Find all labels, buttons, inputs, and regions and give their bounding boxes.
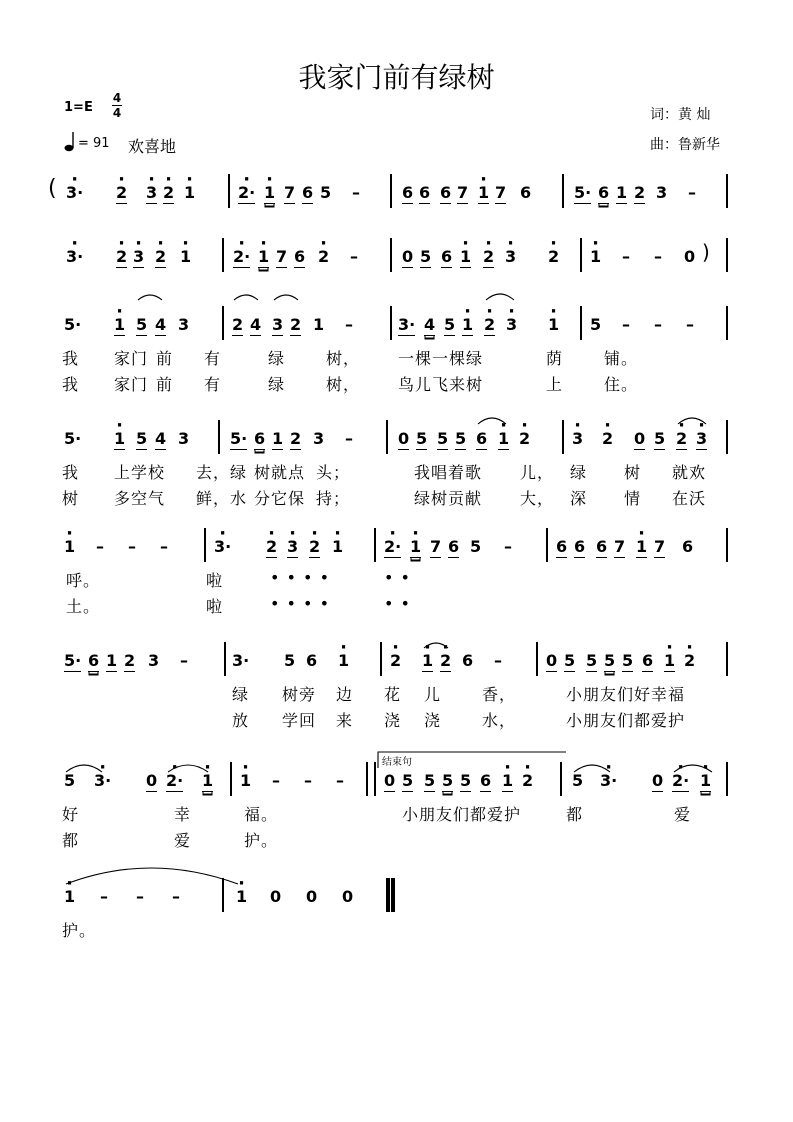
note: 6 xyxy=(448,537,460,556)
lyric: 多空气 xyxy=(114,489,166,508)
lyric: 树旁 xyxy=(282,685,317,704)
note-dash: – xyxy=(352,183,360,202)
note: 0 xyxy=(306,887,318,906)
note: · 2· xyxy=(166,772,183,792)
note-dash: – xyxy=(622,315,630,334)
note: · 1 xyxy=(422,652,433,672)
note: 6 xyxy=(574,537,586,556)
note: 5 xyxy=(437,429,449,448)
slur xyxy=(674,765,712,772)
note: · 3· xyxy=(214,538,231,556)
note: 4 xyxy=(155,429,167,448)
lyric: 好 xyxy=(62,805,80,824)
lyric: 鲜，水 xyxy=(196,489,248,508)
note: 5 xyxy=(416,429,428,448)
note: 4 xyxy=(424,315,436,334)
note-dash: – xyxy=(96,537,104,556)
note: 5 xyxy=(64,771,76,790)
note: 6 xyxy=(642,651,654,670)
note: 6 xyxy=(294,247,306,266)
note-dash: – xyxy=(304,771,312,790)
lyric: 护。 xyxy=(62,921,97,940)
lyric: 浇 xyxy=(384,711,402,730)
note: 5 xyxy=(460,771,472,790)
note: 1 xyxy=(272,429,284,448)
note: 3 xyxy=(272,315,284,334)
note: · 1 xyxy=(264,184,275,204)
lyric: 啦 xyxy=(206,571,224,590)
lyric: 就欢 xyxy=(672,463,707,482)
note: · 1 xyxy=(202,772,213,792)
note: 0 xyxy=(146,771,158,790)
note-dash: – xyxy=(100,887,108,906)
lyric: • • • • xyxy=(270,568,331,587)
note: · 1 xyxy=(180,248,191,266)
lyric: 小朋友们都爱护 xyxy=(402,805,522,824)
lyric: 家门 xyxy=(114,375,149,394)
note-dash: – xyxy=(128,537,136,556)
note: 2 xyxy=(290,315,302,334)
note: · 3· xyxy=(66,184,83,202)
note: 3 xyxy=(178,315,190,334)
lyric: 树就点 xyxy=(254,463,306,482)
note: 6 xyxy=(520,183,532,202)
note-dash: – xyxy=(160,537,168,556)
lyric: 上 xyxy=(546,375,564,394)
note: · 1 xyxy=(502,772,513,792)
lyric: 绿 xyxy=(268,375,286,394)
lyric: 我 xyxy=(62,349,80,368)
note: 5 xyxy=(284,651,296,670)
note: · 3· xyxy=(600,772,617,790)
lyric: 有 xyxy=(204,375,222,394)
note: 5· xyxy=(574,183,592,202)
note: 1 xyxy=(313,315,325,334)
lyric: • • xyxy=(384,594,411,613)
note: · 2 xyxy=(318,248,329,266)
note: 5· xyxy=(64,429,82,448)
note: 0 xyxy=(546,651,558,670)
note: · 1 xyxy=(636,538,647,558)
note: 0 xyxy=(384,771,396,790)
slur xyxy=(138,295,162,300)
slur xyxy=(486,294,514,300)
note: · 1 xyxy=(64,888,75,906)
note: 6 xyxy=(556,537,568,556)
lyric: 上学校 xyxy=(114,463,166,482)
lyric: 边 xyxy=(336,685,354,704)
slur xyxy=(66,765,102,772)
note: 5 xyxy=(320,183,332,202)
note-dash: – xyxy=(136,887,144,906)
lyric: 绿 xyxy=(268,349,286,368)
time-signature-top: 4 xyxy=(112,91,122,105)
note: 5 xyxy=(424,771,436,790)
note: · 1 xyxy=(590,248,601,266)
note: · 3 xyxy=(133,248,144,268)
note: 3 xyxy=(656,183,668,202)
note-dash: – xyxy=(180,651,188,670)
note: 0 xyxy=(398,429,410,448)
note-dash: – xyxy=(688,183,696,202)
note: · 1 xyxy=(700,772,711,792)
lyric: 绿树贡献 xyxy=(414,489,483,508)
note: 4 xyxy=(155,315,167,334)
note: · 2 xyxy=(155,248,166,268)
note: 6 xyxy=(462,651,474,670)
lyric: 土。 xyxy=(66,597,101,616)
time-signature-bottom: 4 xyxy=(112,106,122,120)
note: 2 xyxy=(124,651,136,670)
note: 6 xyxy=(306,651,318,670)
note: · 3 xyxy=(572,430,583,448)
lyric: 花 xyxy=(384,685,402,704)
note: 5 xyxy=(654,429,666,448)
note: · 3 xyxy=(505,248,516,266)
lyric: 有 xyxy=(204,349,222,368)
note: 6 xyxy=(598,183,610,202)
ending-label: 结束句 xyxy=(382,757,412,768)
note: · 2 xyxy=(309,538,320,558)
note: · 1 xyxy=(332,538,343,556)
lyric: 小朋友们都爱护 xyxy=(566,711,686,730)
slur xyxy=(478,418,506,424)
lyric: • • xyxy=(384,568,411,587)
repeat-close-paren: ) xyxy=(702,240,710,264)
note: · 3· xyxy=(66,248,83,266)
note: 0 xyxy=(634,429,646,448)
note-dash: – xyxy=(172,887,180,906)
note: · 3 xyxy=(696,430,707,450)
note: 7 xyxy=(654,537,666,556)
note: 3 xyxy=(148,651,160,670)
note: · 2 xyxy=(483,248,494,268)
lyric: 啦 xyxy=(206,597,224,616)
lyric: 我 xyxy=(62,375,80,394)
lyric: 树 xyxy=(624,463,642,482)
note: 2 xyxy=(290,429,302,448)
note: · 2 xyxy=(602,430,613,448)
note: 3 xyxy=(313,429,325,448)
lyric: 儿 xyxy=(424,685,442,704)
lyric: 铺。 xyxy=(604,349,639,368)
note: 5 xyxy=(442,771,454,790)
lyric: 幸 xyxy=(174,805,192,824)
note: · 1 xyxy=(410,538,421,558)
lyric: 爱 xyxy=(174,831,192,850)
note: · 2 xyxy=(484,316,495,336)
composer-credit: 曲：鲁新华 xyxy=(650,137,720,153)
note: · 3· xyxy=(94,772,111,790)
note: 5 xyxy=(572,771,584,790)
repeat-open-paren: ( xyxy=(48,176,57,201)
note: 2 xyxy=(232,315,244,334)
slur xyxy=(424,643,448,648)
note: 3· xyxy=(398,315,416,334)
note: 6 xyxy=(402,183,414,202)
lyric: 我唱着歌 xyxy=(414,463,483,482)
lyric: 小朋友们好幸福 xyxy=(566,685,686,704)
note: 5 xyxy=(402,771,414,790)
note-dash: – xyxy=(654,247,662,266)
lyric: 分它保 xyxy=(254,489,306,508)
note: · 2 xyxy=(440,652,451,672)
note: · 3 xyxy=(146,184,157,204)
note: · 1 xyxy=(462,316,473,336)
note-dash: – xyxy=(272,771,280,790)
mood-marking: 欢喜地 xyxy=(128,137,177,156)
note: · 2· xyxy=(233,248,250,268)
note: · 3 xyxy=(506,316,517,334)
note: 7 xyxy=(276,247,288,266)
lyric: 树， xyxy=(326,349,361,368)
note: · 1 xyxy=(64,538,75,556)
note: · 2 xyxy=(548,248,559,266)
note: 6 xyxy=(476,429,488,448)
note: 5 xyxy=(420,247,432,266)
note: · 1 xyxy=(460,248,471,268)
note: 0 xyxy=(684,247,696,266)
lyric: 都 xyxy=(62,831,80,850)
note: 0 xyxy=(402,247,414,266)
note-dash: – xyxy=(345,429,353,448)
slur xyxy=(678,418,706,424)
note: 5 xyxy=(586,651,598,670)
slur xyxy=(274,295,298,300)
lyric: 树 xyxy=(62,489,80,508)
note: 6 xyxy=(302,183,314,202)
note: 6 xyxy=(88,651,100,670)
note: 5 xyxy=(470,537,482,556)
note: · 1 xyxy=(236,888,247,906)
note-dash: – xyxy=(504,537,512,556)
lyric: 来 xyxy=(336,711,354,730)
slur xyxy=(574,765,610,772)
note: 5· xyxy=(230,429,248,448)
lyric: 水， xyxy=(482,711,517,730)
note: 7 xyxy=(284,183,296,202)
note: 6 xyxy=(441,247,453,266)
note-dash: – xyxy=(345,315,353,334)
note: 7 xyxy=(495,183,507,202)
note: 5· xyxy=(64,315,82,334)
lyric: 荫 xyxy=(546,349,564,368)
note: · 2· xyxy=(672,772,689,792)
note-dash: – xyxy=(654,315,662,334)
lyric: 前 xyxy=(156,349,174,368)
lyric: 在沃 xyxy=(672,489,707,508)
note: · 2 xyxy=(684,652,695,670)
note: · 2 xyxy=(522,772,533,790)
lyric: 去，绿 xyxy=(196,463,248,482)
note: 5 xyxy=(136,429,148,448)
note: 6 xyxy=(419,183,431,202)
lyric: 护。 xyxy=(244,831,279,850)
lyric: 持； xyxy=(316,489,351,508)
lyric: 树， xyxy=(326,375,361,394)
note: · 2 xyxy=(116,248,127,268)
lyric: 爱 xyxy=(674,805,692,824)
note: 7 xyxy=(430,537,442,556)
note: · 2 xyxy=(116,184,127,204)
note: · 1 xyxy=(498,430,509,450)
note: 5 xyxy=(622,651,634,670)
lyric: 呼。 xyxy=(66,571,101,590)
tie xyxy=(66,868,238,884)
lyric: 我 xyxy=(62,463,80,482)
note: 0 xyxy=(270,887,282,906)
note: 3 xyxy=(178,429,190,448)
lyric: 鸟儿飞来树 xyxy=(398,375,484,394)
note-dash: – xyxy=(336,771,344,790)
lyric: 头； xyxy=(316,463,351,482)
note: 5 xyxy=(590,315,602,334)
note: · 1 xyxy=(664,652,675,672)
note: · 2· xyxy=(238,184,255,204)
slur xyxy=(234,295,258,300)
note: · 1 xyxy=(338,652,349,670)
note: 5 xyxy=(455,429,467,448)
lyric: 住。 xyxy=(604,375,639,394)
lyric: 学回 xyxy=(282,711,317,730)
slur xyxy=(168,765,208,772)
key-signature: 1=E xyxy=(64,100,93,115)
song-title: 我家门前有绿树 xyxy=(298,61,495,94)
lyric: 放 xyxy=(232,711,250,730)
lyric: 一棵一棵绿 xyxy=(398,349,484,368)
note: · 2 xyxy=(266,538,277,558)
lyric: 前 xyxy=(156,375,174,394)
note: 6 xyxy=(596,537,608,556)
note: 0 xyxy=(342,887,354,906)
lyric: 香， xyxy=(482,685,517,704)
note: 7 xyxy=(614,537,626,556)
note: · 1 xyxy=(114,316,125,336)
note-dash: – xyxy=(494,651,502,670)
note-dash: – xyxy=(622,247,630,266)
note-dash: – xyxy=(350,247,358,266)
note: 7 xyxy=(457,183,469,202)
note-dash: – xyxy=(686,315,694,334)
note: 6 xyxy=(682,537,694,556)
note: 5· xyxy=(64,651,82,670)
note: · 1 xyxy=(184,184,195,202)
note: 1 xyxy=(106,651,118,670)
lyric: 福。 xyxy=(244,805,279,824)
note: · 2· xyxy=(384,538,401,558)
note: 5 xyxy=(564,651,576,670)
lyric: 浇 xyxy=(424,711,442,730)
note: · 1 xyxy=(258,248,269,268)
lyric: 大， xyxy=(520,489,555,508)
lyric: 绿 xyxy=(570,463,588,482)
note: · 2 xyxy=(163,184,174,204)
tempo-marking: = 91 xyxy=(78,136,110,151)
note: · 1 xyxy=(240,772,251,790)
note: 6 xyxy=(440,183,452,202)
note: 6 xyxy=(480,771,492,790)
lyricist-credit: 词：黄 灿 xyxy=(650,107,711,123)
note: · 1 xyxy=(548,316,559,334)
note: · 2 xyxy=(390,652,401,670)
lyric: 家门 xyxy=(114,349,149,368)
note: 2 xyxy=(634,183,646,202)
note: · 1 xyxy=(114,430,125,450)
note: 0 xyxy=(652,771,664,790)
note: · 2 xyxy=(519,430,530,448)
note: 6 xyxy=(254,429,266,448)
note: · 1 xyxy=(478,184,489,204)
note: 3· xyxy=(232,651,250,670)
note: 5 xyxy=(444,315,456,334)
note: 5 xyxy=(604,651,616,670)
note: 1 xyxy=(616,183,628,202)
note: · 3 xyxy=(287,538,298,558)
lyric: 都 xyxy=(566,805,584,824)
note: 5 xyxy=(136,315,148,334)
lyric: 情 xyxy=(624,489,642,508)
note: 4 xyxy=(250,315,262,334)
lyric: 深 xyxy=(570,489,588,508)
lyric: 儿， xyxy=(520,463,555,482)
lyric: 绿 xyxy=(232,685,250,704)
lyric: • • • • xyxy=(270,594,331,613)
note: · 2 xyxy=(676,430,687,450)
